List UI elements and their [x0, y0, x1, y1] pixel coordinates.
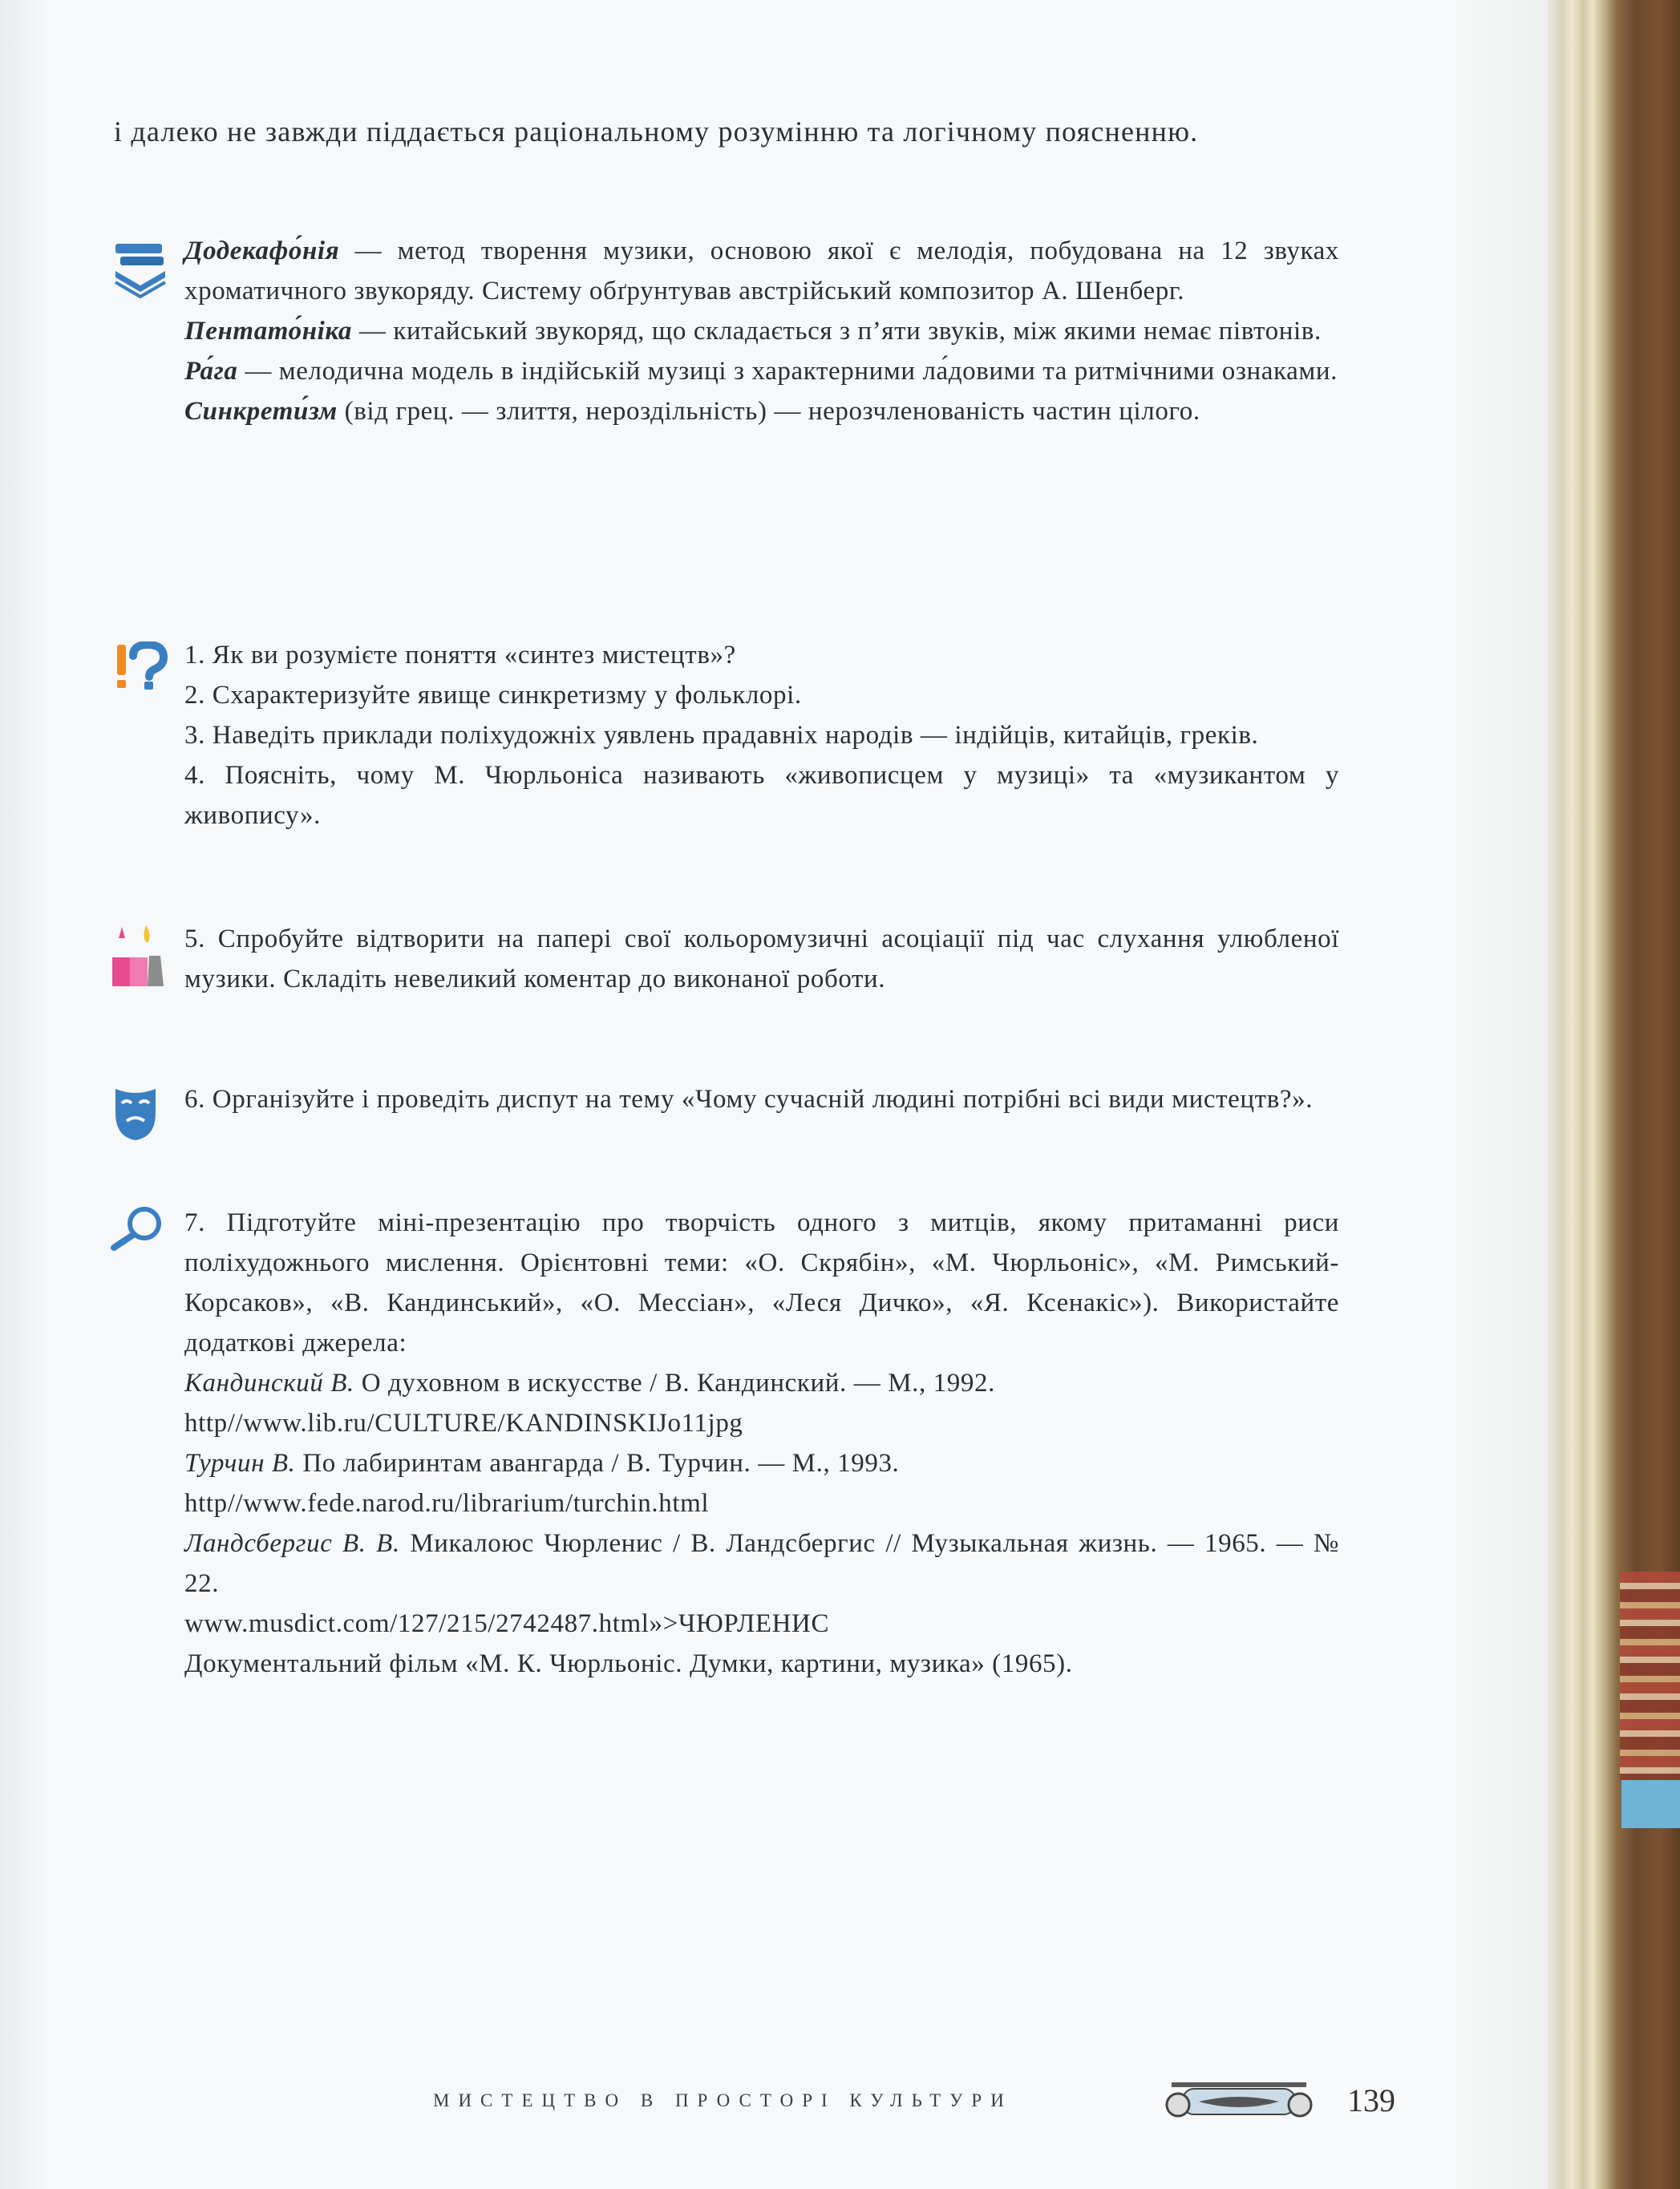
reference-author: Ландсбергис В. В. [184, 1529, 400, 1558]
reference-title: О духовном в искусстве / В. Кандинский. — М., 1992. [354, 1369, 995, 1398]
reference-item: Документальний фільм «М. К. Чюрльоніс. Думки, картини, музика» (1965). [184, 1649, 1073, 1678]
masks-icon [112, 1084, 159, 1142]
page-number: 139 [1347, 2082, 1395, 2118]
glossary-term: Пентато́ніка [184, 317, 353, 346]
questions-block [184, 635, 1339, 836]
question-mark-icon [112, 641, 170, 691]
glossary-entry [184, 351, 1339, 391]
task-text: 6. Організуйте і проведіть диспут на тему «Чому сучасній людині потрібні всі види мистецтв?». [184, 1085, 1314, 1114]
glossary-definition: — китайський звукоряд, що складається з п’яти звуків, між якими немає півтонів. [352, 317, 1322, 346]
book-spine-ornament [1620, 1572, 1680, 1780]
reference-link: www.musdict.com/127/215/2742487.html»>ЧЮРЛЕНИС [184, 1609, 830, 1638]
reference-author: Кандинский В. [184, 1369, 354, 1398]
bookmark-tab [1621, 1780, 1680, 1828]
glossary-term: Додекафо́нія [184, 237, 340, 265]
reference-item [184, 1443, 1339, 1483]
intro-text: і далеко не завжди піддається раціональному розумінню та логічному поясненню. [114, 115, 1199, 148]
task-5 [184, 919, 1339, 999]
scroll-ornament-icon [1159, 2081, 1319, 2129]
books-icon [112, 239, 168, 300]
glossary-block [184, 231, 1339, 431]
reference-link: http//www.fede.narod.ru/librarium/turchin.html [184, 1489, 710, 1518]
page-footer [433, 2081, 1395, 2121]
question-item: 2. Схарактеризуйте явище синкретизму у фольклорі. [184, 681, 802, 710]
magnifier-icon [109, 1204, 170, 1252]
reference-item [184, 1523, 1339, 1604]
book-edge [1548, 0, 1680, 2189]
glossary-entry [184, 311, 1339, 351]
glossary-definition: — метод творення музики, основою якої є мелодія, побудована на 12 звуках хроматичного звукоряду. Систему обґрунтував австрійський композитор А. Шенберг. [184, 237, 1339, 305]
task-6 [184, 1079, 1339, 1119]
glossary-entry [184, 231, 1339, 311]
glossary-term: Синкрети́зм [184, 397, 338, 426]
glossary-definition: — мелодична модель в індійській музиці з характерними ла́довими та ритмічними ознаками. [237, 357, 1338, 386]
art-supplies-icon [111, 924, 167, 988]
running-title: МИСТЕЦТВО В ПРОСТОРІ КУЛЬТУРИ [433, 2090, 1013, 2110]
reference-title: По лабиринтам авангарда / В. Турчин. — М., 1993. [295, 1449, 900, 1478]
task-text: 5. Спробуйте відтворити на папері свої кольоромузичні асоціації під час слухання улюбленої музики. Складіть невеликий коментар до виконаної роботи. [184, 925, 1339, 993]
question-item: 3. Наведіть приклади поліхудожніх уявлень прадавніх народів — індійців, китайців, греків. [184, 721, 1259, 750]
glossary-term: Ра́га [184, 357, 238, 386]
task-text: 7. Підготуйте міні-презентацію про творчість одного з митців, якому притаманні риси поліхудожнього мислення. Орієнтовні теми: «О. Скрябін», «М. Чюрльоніс», «М. Римський-Корсаков», «В. Кандинський», «О. Мессіан», «Леся Дичко», «Я. Ксенакіс»). Використайте додаткові джерела: [184, 1208, 1339, 1358]
reference-author: Турчин В. [184, 1449, 296, 1478]
intro-paragraph [114, 111, 1341, 153]
reference-title: Микалоюс Чюрленис / В. Ландсбергис // Музыкальная жизнь. — 1965. — № 22. [184, 1529, 1340, 1598]
question-item: 1. Як ви розумієте поняття «синтез мистецтв»? [184, 641, 736, 670]
reference-link: http//www.lib.ru/CULTURE/KANDINSKIJo11jpg [184, 1409, 743, 1438]
task-7 [184, 1203, 1339, 1684]
reference-item [184, 1363, 1339, 1403]
question-item: 4. Поясніть, чому М. Чюрльоніса називають «живописцем у музиці» та «музикантом у живопису». [184, 761, 1339, 830]
glossary-entry [184, 391, 1339, 431]
glossary-definition: (від грец. — злиття, нероздільність) — нерозчленованість частин цілого. [337, 397, 1200, 426]
